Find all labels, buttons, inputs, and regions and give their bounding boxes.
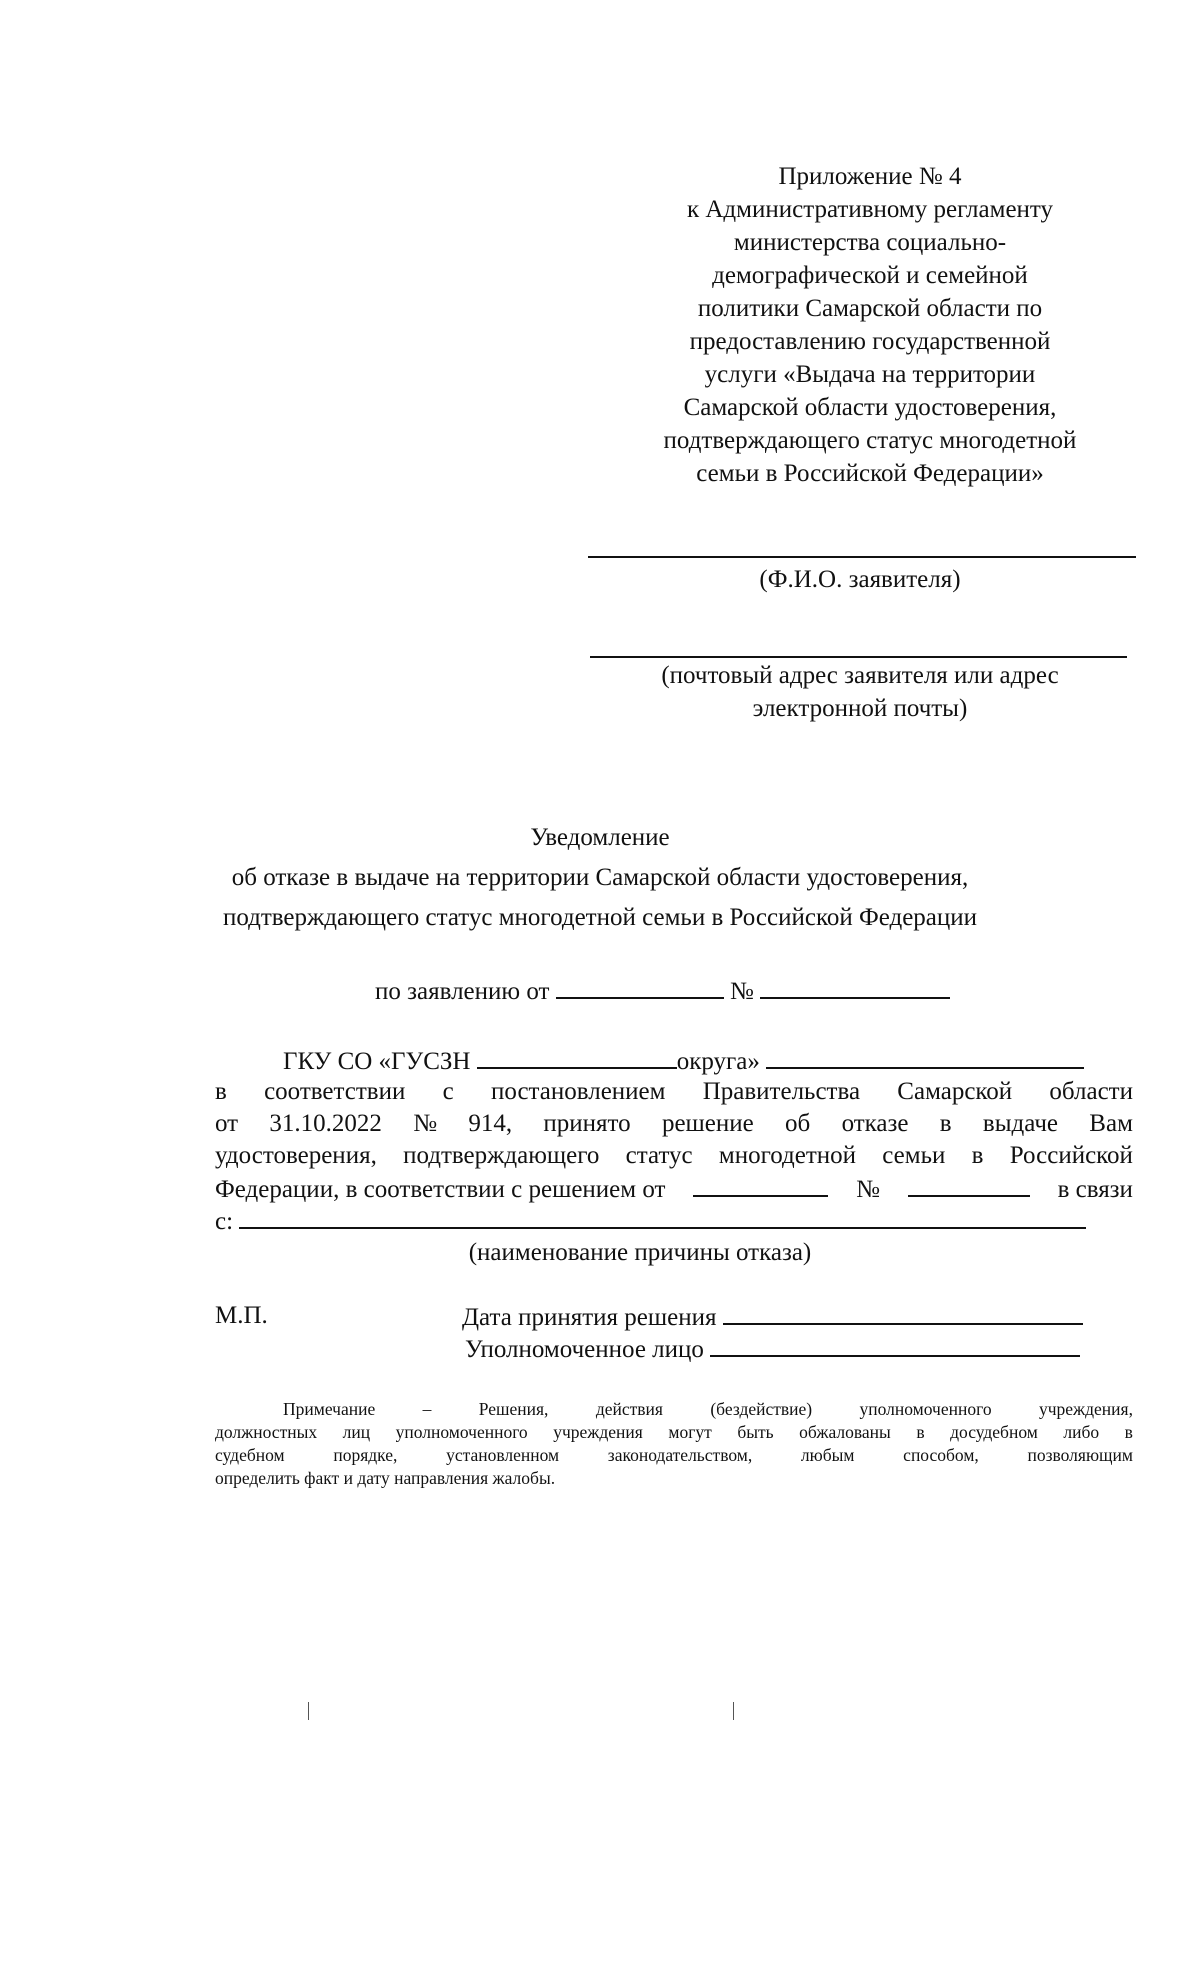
word: отказе: [841, 1110, 909, 1137]
word: семьи: [882, 1142, 946, 1169]
word: действия: [595, 1399, 663, 1419]
word: обжалованы: [799, 1422, 891, 1442]
word: быть: [737, 1422, 774, 1442]
word: 31.10.2022: [269, 1110, 382, 1137]
word: установленном: [446, 1445, 560, 1465]
reason-prefix: с:: [215, 1208, 234, 1235]
appendix-line: политики Самарской области по: [697, 295, 1043, 322]
applicant-name-caption: (Ф.И.О. заявителя): [759, 566, 961, 593]
notice-subtitle-line: об отказе в выдаче на территории Самарской области удостоверения,: [231, 864, 969, 891]
request-number-field[interactable]: [760, 975, 950, 999]
word: в: [939, 1110, 952, 1137]
decision-text: Федерации, в соответствии с решением от: [215, 1176, 666, 1203]
word: с: [442, 1078, 454, 1105]
applicant-address-caption: [600, 659, 1120, 725]
word: Вам: [1089, 1110, 1133, 1137]
word: 914,: [468, 1110, 513, 1137]
body-org-line: [283, 1045, 1084, 1077]
note-row: [215, 1444, 1133, 1467]
word: судебном: [215, 1445, 285, 1465]
appendix-line: подтверждающего статус многодетной: [663, 427, 1077, 454]
word: подтверждающего: [403, 1142, 600, 1169]
decision-date-label: Дата принятия решения: [462, 1304, 717, 1331]
word: уполномоченного: [395, 1422, 528, 1442]
word: в: [916, 1422, 925, 1442]
reason-caption: (наименование причины отказа): [468, 1239, 812, 1266]
word: статус: [625, 1142, 693, 1169]
appendix-line: к Административному регламенту: [686, 196, 1054, 223]
word: позволяющим: [1027, 1445, 1133, 1465]
word: законодательством,: [607, 1445, 753, 1465]
authorized-person-label: Уполномоченное лицо: [465, 1336, 704, 1363]
word: от: [215, 1110, 239, 1137]
word: области: [1049, 1078, 1133, 1105]
body-row: [215, 1077, 1133, 1107]
appendix-line: демографической и семейной: [712, 262, 1028, 289]
reason-line: [215, 1205, 1086, 1237]
word: соответствии: [264, 1078, 406, 1105]
scan-mark: [308, 1702, 309, 1720]
word: выдаче: [982, 1110, 1058, 1137]
org-prefix: ГКУ СО «ГУСЗН: [283, 1048, 471, 1075]
org-extra-field[interactable]: [766, 1045, 1084, 1069]
word: способом,: [903, 1445, 979, 1465]
word: порядке,: [333, 1445, 398, 1465]
word: учреждения,: [1038, 1399, 1133, 1419]
word: либо: [1063, 1422, 1100, 1442]
word: №: [413, 1110, 438, 1137]
applicant-address-line[interactable]: [590, 656, 1127, 658]
applicant-name-line[interactable]: [588, 556, 1136, 558]
word: Решения,: [478, 1399, 549, 1419]
authorized-person-field[interactable]: [710, 1333, 1080, 1357]
org-district-field[interactable]: [477, 1045, 677, 1069]
word: уполномоченного: [859, 1399, 992, 1419]
org-suffix: округа»: [676, 1048, 760, 1075]
word: принято: [543, 1110, 631, 1137]
address-caption-line: (почтовый адрес заявителя или адрес: [661, 662, 1059, 689]
request-prefix: по заявлению от: [375, 978, 550, 1005]
word: решение: [661, 1110, 754, 1137]
appendix-line: предоставлению государственной: [689, 328, 1051, 355]
word: в: [971, 1142, 984, 1169]
notice-subtitle-line: подтверждающего статус многодетной семьи в Российской Федерации: [222, 904, 978, 931]
body-row-decision: [215, 1173, 1133, 1205]
body-row: [215, 1109, 1133, 1139]
reason-field[interactable]: [239, 1205, 1086, 1229]
appendix-line: услуги «Выдача на территории: [704, 361, 1036, 388]
word: могут: [668, 1422, 712, 1442]
decision-number-sign: №: [856, 1176, 880, 1203]
decision-date-row: [462, 1301, 1083, 1333]
note-row-last: определить факт и дату направления жалобы.: [215, 1468, 556, 1488]
word: досудебном: [950, 1422, 1038, 1442]
decision-number-field[interactable]: [908, 1173, 1030, 1197]
notice-heading: Уведомление: [530, 824, 670, 851]
appendix-header: [600, 160, 1140, 490]
decision-tail-text: в связи: [1057, 1176, 1133, 1203]
request-line: [375, 975, 950, 1007]
word: учреждения: [553, 1422, 643, 1442]
scan-mark: [733, 1702, 734, 1720]
word: должностных: [215, 1422, 318, 1442]
word: Российской: [1009, 1142, 1133, 1169]
word: Правительства: [702, 1078, 861, 1105]
note-row: [215, 1421, 1133, 1444]
notice-title: [150, 818, 1050, 938]
request-date-field[interactable]: [556, 975, 724, 999]
stamp-label: М.П.: [215, 1302, 268, 1329]
word: любым: [800, 1445, 855, 1465]
appendix-line: министерства социально-: [733, 229, 1007, 256]
appendix-line: семьи в Российской Федерации»: [696, 460, 1044, 487]
note-block: [215, 1398, 1133, 1490]
appendix-line: Самарской области удостоверения,: [683, 394, 1057, 421]
request-number-sign: №: [729, 978, 754, 1005]
note-row: [215, 1398, 1133, 1421]
word: об: [785, 1110, 811, 1137]
address-caption-line: электронной почты): [752, 695, 968, 722]
word: лиц: [342, 1422, 371, 1442]
word: Примечание: [283, 1399, 376, 1419]
word: удостоверения,: [215, 1142, 377, 1169]
word: в: [215, 1078, 227, 1105]
appendix-line: Приложение № 4: [778, 163, 962, 190]
authorized-person-row: [465, 1333, 1080, 1365]
word: постановлением: [490, 1078, 666, 1105]
decision-date-field[interactable]: [693, 1173, 828, 1197]
word: (бездействие): [710, 1399, 813, 1419]
body-row: [215, 1141, 1133, 1171]
word: –: [422, 1399, 432, 1419]
word: многодетной: [718, 1142, 857, 1169]
decision-date-signature-field[interactable]: [723, 1301, 1083, 1325]
word: в: [1124, 1422, 1133, 1442]
word: Самарской: [897, 1078, 1013, 1105]
